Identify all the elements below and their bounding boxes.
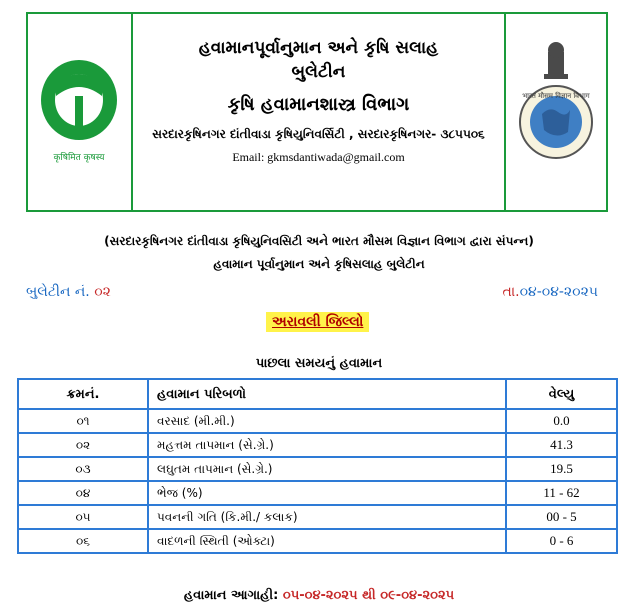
cell-serial: ૦૪ bbox=[18, 481, 148, 505]
header-box bbox=[26, 12, 608, 212]
cell-parameter: ભેજ (%) bbox=[148, 481, 506, 505]
header-parameter: હવામાન પરિબળો bbox=[148, 379, 506, 409]
cell-value: 00 - 5 bbox=[506, 505, 617, 529]
header-value: વેલ્યુ bbox=[506, 379, 617, 409]
subtitle-bulletin: હવામાન પૂર્વાનુમાન અને કૃષિસલાહ બુલેટીન bbox=[213, 257, 425, 271]
cell-value: 41.3 bbox=[506, 433, 617, 457]
table-row bbox=[18, 409, 617, 433]
imd-emblem-icon bbox=[506, 14, 606, 210]
logo-motto: कृषिमित कृषस्य bbox=[53, 153, 105, 163]
forecast-line bbox=[0, 588, 638, 603]
header-text bbox=[133, 14, 504, 210]
header-title-2: બુલેટીન bbox=[291, 62, 346, 82]
bulletin-date: તા.૦૪-૦૪-૨૦૨૫ bbox=[502, 284, 598, 300]
table-row bbox=[18, 457, 617, 481]
forecast-label: હવામાન આગાહી: bbox=[183, 588, 279, 603]
university-logo-cell bbox=[28, 14, 133, 210]
table-header-row bbox=[18, 379, 617, 409]
cell-value: 19.5 bbox=[506, 457, 617, 481]
cell-serial: ૦૨ bbox=[18, 433, 148, 457]
imd-logo-cell bbox=[504, 14, 606, 210]
header-title: હવામાનપૂર્વાનુમાન અને કૃષિ સલાહ bbox=[198, 38, 439, 58]
past-weather-title: પાછલા સમયનું હવામાન bbox=[255, 356, 383, 371]
university-logo-icon bbox=[28, 14, 131, 210]
cell-parameter: વાદળની સ્થિતી (ઓક્ટા) bbox=[148, 529, 506, 553]
cell-parameter: પવનની ગતિ (કિ.મી./ કલાક) bbox=[148, 505, 506, 529]
cell-parameter: વરસાદ (મી.મી.) bbox=[148, 409, 506, 433]
table-row bbox=[18, 529, 617, 553]
cell-value: 0.0 bbox=[506, 409, 617, 433]
subtitle-collaboration: (સરદારકૃષિનગર દાંતીવાડા કૃષિયુનિવસિટી અને ભારત મૌસમ વિજ્ઞાન વિભાગ દ્વારા સંપન્ન) bbox=[104, 234, 534, 248]
bulletin-number-value: ૦૨ bbox=[94, 284, 111, 300]
cell-serial: ૦૩ bbox=[18, 457, 148, 481]
cell-serial: ૦૫ bbox=[18, 505, 148, 529]
past-weather-table bbox=[17, 378, 618, 554]
table-row bbox=[18, 433, 617, 457]
forecast-range: ૦૫-૦૪-૨૦૨૫ થી ૦૯-૦૪-૨૦૨૫ bbox=[282, 588, 455, 603]
imd-logo-text: भारत मौसम विज्ञान विभाग bbox=[522, 92, 590, 100]
bulletin-number: બુલેટીન નં. ૦૨ bbox=[26, 284, 111, 300]
cell-parameter: લઘુતમ તાપમાન (સે.ગ્રે.) bbox=[148, 457, 506, 481]
cell-serial: ૦૬ bbox=[18, 529, 148, 553]
cell-serial: ૦૧ bbox=[18, 409, 148, 433]
district-name: અરાવલી જિલ્લો bbox=[266, 312, 369, 332]
cell-value: 0 - 6 bbox=[506, 529, 617, 553]
cell-value: 11 - 62 bbox=[506, 481, 617, 505]
bulletin-date-value: ૦૪-૦૪-૨૦૨૫ bbox=[519, 284, 598, 300]
address: સરદારકૃષિનગર દાંતીવાડા કૃષિયુનિવર્સિટી , સરદારકૃષિનગર- ૩૮૫૫૦૬ bbox=[152, 127, 485, 141]
department-name: કૃષિ હવામાનશાસ્ત્ર વિભાગ bbox=[227, 94, 410, 115]
cell-parameter: મહત્તમ તાપમાન (સે.ગ્રે.) bbox=[148, 433, 506, 457]
header-serial: ક્રમનં. bbox=[18, 379, 148, 409]
table-row bbox=[18, 505, 617, 529]
email: Email: gkmsdantiwada@gmail.com bbox=[232, 150, 405, 164]
table-row bbox=[18, 481, 617, 505]
